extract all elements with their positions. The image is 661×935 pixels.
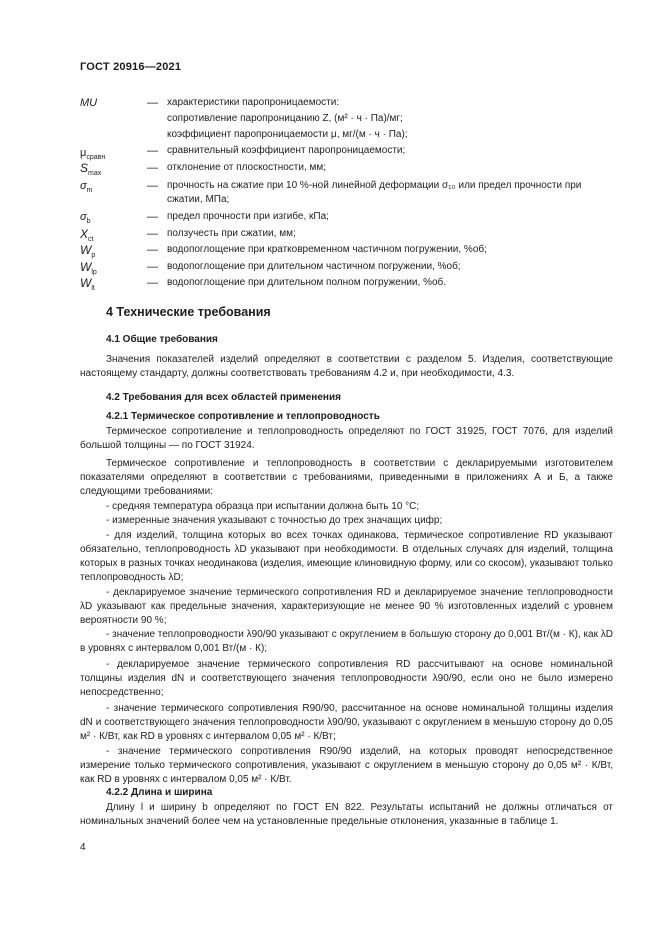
- symbol-description: сопротивление паропроницанию Z, (м² · ч · Па)/мг;: [167, 113, 403, 124]
- dash: —: [147, 261, 158, 273]
- paragraph-4-2-1-b: Термическое сопротивление и теплопроводность в соответствии с декларируемыми изготовителем показателями определяют в соответствии с требованиями, приведенными в приложениях А и Б, а также следующими требованиями:: [80, 458, 613, 497]
- paragraph-4-2-1-a: Термическое сопротивление и теплопроводность определяют по ГОСТ 31925, ГОСТ 7076, для изделий большой толщины — по ГОСТ 31924.: [80, 426, 613, 451]
- symbol-description: характеристики паропроницаемости:: [167, 97, 340, 108]
- list-item: - измеренные значения указывают с точностью до трех значащих цифр;: [106, 515, 443, 526]
- list-item: - значение теплопроводности λ90/90 указывают с округлением в большую сторону до 0,001 Вт/(м · К), как λD в уровнях с интервалом 0,001 Вт/(м · К);: [80, 629, 613, 654]
- symbol: $\sigma_b$: [80, 211, 91, 225]
- symbol-description: сравнительный коэффициент паропроницаемости;: [167, 145, 406, 156]
- symbol: $\mu_{сравн}$: [80, 147, 106, 161]
- symbol: $W_{lt}$: [80, 276, 95, 292]
- symbol-description: предел прочности при изгибе, кПа;: [167, 211, 329, 222]
- subsection-heading-4-2-2: 4.2.2 Длина и ширина: [106, 787, 213, 798]
- list-item: - средняя температура образца при испытании должна быть 10 °С;: [106, 501, 420, 512]
- list-item: - значение термического сопротивления R90/90, рассчитанное на основе номинальной толщины изделия dN и соответствующего значения теплопроводности λ90/90, указывают с округлением в меньшую сторону до 0,05 м² · К/Вт, как RD в уровнях с интервалом 0,05 м² · К/Вт;: [80, 703, 613, 742]
- document-header: ГОСТ 20916—2021: [80, 61, 182, 73]
- subsection-heading-4-1: 4.1 Общие требования: [106, 334, 218, 345]
- paragraph-4-1: Значения показателей изделий определяют в соответствии с разделом 5. Изделия, соответствующие настоящему стандарту, должны соответствовать требованиям 4.2 и, при необходимости, 4.3.: [80, 354, 613, 379]
- symbol-description: водопоглощение при длительном полном погружении, %об.: [167, 277, 447, 288]
- symbol-description: отклонение от плоскостности, мм;: [167, 162, 327, 173]
- symbol-description: прочность на сжатие при 10 %-ной линейной деформации σ₁₀ или предел прочности при сжатии, МПа;: [167, 180, 582, 205]
- dash: —: [147, 97, 158, 109]
- dash: —: [147, 228, 158, 240]
- dash: —: [147, 162, 158, 174]
- paragraph-4-2-2: Длину l и ширину b определяют по ГОСТ EN 822. Результаты испытаний не должны отличаться от номинальных значений более чем на установленные предельные отклонения, указанные в таблице 1.: [80, 802, 613, 827]
- dash: —: [147, 211, 158, 223]
- list-item: - декларируемое значение термического сопротивления RD рассчитывают на основе номинальной толщины изделия dN и соответствующего значения теплопроводности λ90/90, если оно не было измерено непосредственно;: [80, 659, 613, 698]
- list-item: - декларируемое значение термического сопротивления RD и декларируемое значение теплопроводности λD указывают как предельные значения, характеризующие не менее 90 % изготовленных изделий с уровнем вероятности 90 %;: [80, 587, 613, 626]
- symbol: $W_p$: [80, 243, 96, 259]
- section-heading-4: 4 Технические требования: [106, 305, 271, 319]
- symbol: $W_{lp}$: [80, 260, 97, 276]
- list-item: - значение термического сопротивления R90/90 изделий, на которых проводят непосредственное измерение только термического сопротивления, указывают с округлением в меньшую сторону до 0,05 м² · К/Вт, как RD в уровнях с интервалом 0,05 м² · К/Вт.: [80, 746, 613, 785]
- symbol: $X_{ct}$: [80, 227, 94, 243]
- symbol-description: ползучесть при сжатии, мм;: [167, 228, 296, 239]
- symbol: $S_{max}$: [80, 161, 102, 177]
- page-number: 4: [80, 842, 86, 853]
- subsection-heading-4-2-1: 4.2.1 Термическое сопротивление и теплопроводность: [106, 411, 380, 422]
- symbol-description: водопоглощение при длительном частичном погружении, %об;: [167, 261, 461, 272]
- dash: —: [147, 145, 158, 157]
- dash: —: [147, 244, 158, 256]
- symbol-description: водопоглощение при кратковременном частичном погружении, %об;: [167, 244, 487, 255]
- symbol: MU: [80, 97, 98, 109]
- symbol-description: коэффициент паропроницаемости μ, мг/(м · ч · Па);: [167, 129, 408, 140]
- dash: —: [147, 277, 158, 289]
- list-item: - для изделий, толщина которых во всех точках одинакова, термическое сопротивление RD указывают обязательно, теплопроводность λD указывают при необходимости. В отдельных случаях для изделий, толщина которых в разных точках неодинакова (изделия, имеющие клиновидную форму, или со скосом), указывают только теплопроводность λD;: [80, 530, 613, 583]
- symbol: $\sigma_m$: [80, 180, 93, 194]
- subsection-heading-4-2: 4.2 Требования для всех областей применения: [106, 392, 341, 403]
- dash: —: [147, 180, 158, 192]
